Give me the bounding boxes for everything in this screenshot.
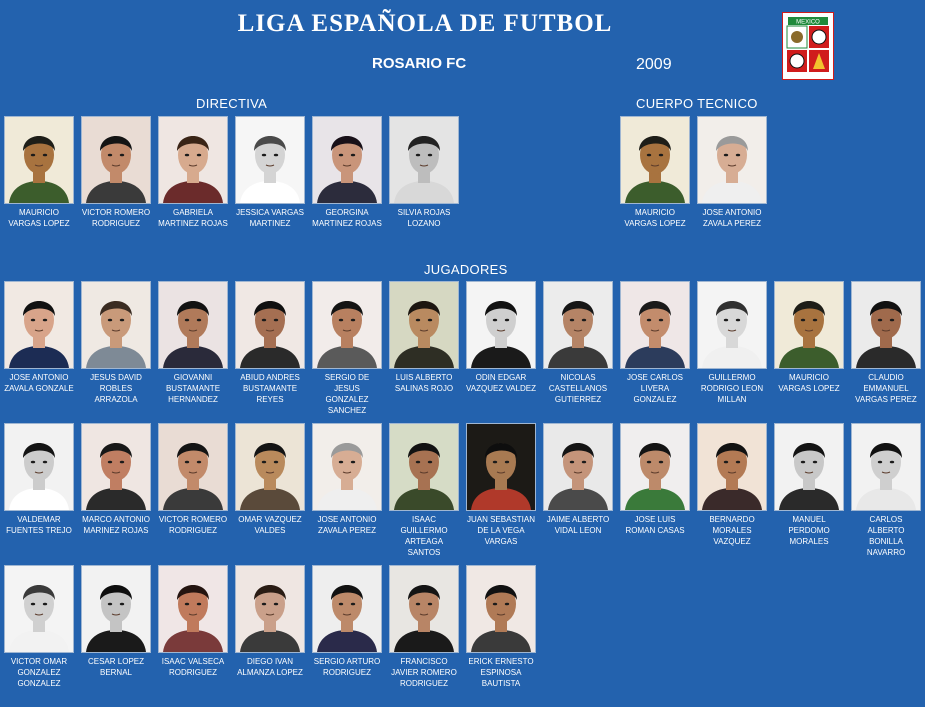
jugador-card	[620, 281, 690, 405]
portrait-photo	[81, 281, 151, 369]
portrait-photo	[158, 281, 228, 369]
person-name: NICOLAS CASTELLANOS GUTIERREZ	[548, 373, 608, 404]
person-name: GUILLERMO RODRIGO LEON MILLAN	[700, 373, 764, 404]
jugador-card	[235, 281, 305, 405]
jugador-card	[466, 565, 536, 689]
portrait-photo	[81, 423, 151, 511]
jugador-card	[851, 423, 921, 558]
person-name: VICTOR OMAR GONZALEZ GONZALEZ	[10, 657, 68, 688]
person-name: JOSE LUIS ROMAN CASAS	[625, 515, 685, 535]
directiva-card	[235, 116, 305, 229]
directiva-card	[81, 116, 151, 229]
person-name: GABRIELA MARTINEZ ROJAS	[158, 208, 228, 228]
season-year: 2009	[636, 56, 672, 73]
person-name: CESAR LOPEZ BERNAL	[87, 657, 144, 677]
portrait-photo	[466, 565, 536, 653]
portrait-photo	[312, 281, 382, 369]
person-name: JAIME ALBERTO VIDAL LEON	[546, 515, 610, 535]
person-name: GIOVANNI BUSTAMANTE HERNANDEZ	[165, 373, 221, 404]
jugador-card	[81, 423, 151, 536]
portrait-photo	[620, 116, 690, 204]
person-name: ISAAC VALSECA RODRIGUEZ	[161, 657, 225, 677]
jugador-card	[4, 565, 74, 689]
jugador-card	[312, 565, 382, 678]
jugador-card	[158, 423, 228, 536]
portrait-photo	[774, 423, 844, 511]
jugador-card	[389, 565, 459, 689]
portrait-photo	[81, 116, 151, 204]
jugador-card	[81, 565, 151, 678]
page-title: LIGA ESPAÑOLA DE FUTBOL	[237, 10, 613, 37]
portrait-photo	[235, 281, 305, 369]
person-name: CLAUDIO EMMANUEL VARGAS PEREZ	[855, 373, 917, 404]
jugador-card	[312, 281, 382, 416]
jugador-card	[389, 423, 459, 558]
person-name: ERICK ERNESTO ESPINOSA BAUTISTA	[468, 657, 534, 688]
person-name: JOSE ANTONIO ZAVALA PEREZ	[702, 208, 762, 228]
person-name: VICTOR ROMERO RODRIGUEZ	[158, 515, 228, 535]
jugador-card	[158, 281, 228, 405]
person-name: BERNARDO MORALES VAZQUEZ	[709, 515, 755, 546]
person-name: SERGIO DE JESUS GONZALEZ SANCHEZ	[324, 373, 370, 415]
jugador-card	[235, 565, 305, 678]
jugador-card	[774, 281, 844, 394]
person-name: SERGIO ARTURO RODRIGUEZ	[313, 657, 381, 677]
jugador-card	[158, 565, 228, 678]
person-name: JESUS DAVID ROBLES ARRAZOLA	[90, 373, 142, 404]
portrait-photo	[389, 116, 459, 204]
portrait-photo	[697, 281, 767, 369]
directiva-card	[158, 116, 228, 229]
portrait-photo	[312, 565, 382, 653]
portrait-photo	[4, 565, 74, 653]
portrait-photo	[851, 281, 921, 369]
cuerpo-tecnico-card	[620, 116, 690, 229]
portrait-photo	[389, 565, 459, 653]
jugador-card	[620, 423, 690, 536]
directiva-card	[389, 116, 459, 229]
directiva-card	[312, 116, 382, 229]
jugador-card	[389, 281, 459, 394]
section-directiva: DIRECTIVA	[196, 96, 268, 111]
person-name: JUAN SEBASTIAN DE LA VEGA VARGAS	[466, 515, 535, 546]
jugador-card	[312, 423, 382, 536]
portrait-photo	[774, 281, 844, 369]
section-cuerpo-tecnico: CUERPO TECNICO	[636, 96, 758, 111]
person-name: JESSICA VARGAS MARTINEZ	[236, 208, 304, 228]
person-name: JOSE ANTONIO ZAVALA PEREZ	[317, 515, 377, 535]
person-name: ISAAC GUILLERMO ARTEAGA SANTOS	[400, 515, 448, 557]
portrait-photo	[389, 281, 459, 369]
person-name: MAURICIO VARGAS LOPEZ	[624, 208, 686, 228]
person-name: ABIUD ANDRES BUSTAMANTE REYES	[240, 373, 300, 404]
person-name: SILVIA ROJAS LOZANO	[397, 208, 451, 228]
jugador-card	[851, 281, 921, 405]
team-name: ROSARIO FC	[372, 55, 467, 72]
portrait-photo	[158, 116, 228, 204]
portrait-photo	[81, 565, 151, 653]
portrait-photo	[4, 281, 74, 369]
portrait-photo	[4, 116, 74, 204]
portrait-photo	[620, 423, 690, 511]
person-name: LUIS ALBERTO SALINAS ROJO	[394, 373, 454, 393]
person-name: VALDEMAR FUENTES TREJO	[6, 515, 72, 535]
portrait-photo	[312, 423, 382, 511]
jugador-card	[697, 281, 767, 405]
portrait-photo	[158, 423, 228, 511]
directiva-card	[4, 116, 74, 229]
portrait-photo	[4, 423, 74, 511]
portrait-photo	[312, 116, 382, 204]
portrait-photo	[235, 116, 305, 204]
person-name: ODIN EDGAR VAZQUEZ VALDEZ	[466, 373, 536, 393]
portrait-photo	[466, 423, 536, 511]
portrait-photo	[235, 565, 305, 653]
person-name: JOSE CARLOS LIVERA GONZALEZ	[626, 373, 683, 404]
person-name: MARCO ANTONIO MARINEZ ROJAS	[82, 515, 150, 535]
jugador-card	[466, 281, 536, 394]
cuerpo-tecnico-card	[697, 116, 767, 229]
person-name: MAURICIO VARGAS LOPEZ	[778, 373, 840, 393]
portrait-photo	[543, 281, 613, 369]
portrait-photo	[543, 423, 613, 511]
portrait-photo	[697, 116, 767, 204]
jugador-card	[466, 423, 536, 547]
portrait-photo	[389, 423, 459, 511]
portrait-photo	[851, 423, 921, 511]
portrait-photo	[235, 423, 305, 511]
portrait-photo	[620, 281, 690, 369]
jugador-card	[81, 281, 151, 405]
person-name: DIEGO IVAN ALMANZA LOPEZ	[237, 657, 303, 677]
person-name: OMAR VAZQUEZ VALDES	[238, 515, 302, 535]
jugador-card	[235, 423, 305, 536]
jugador-card	[697, 423, 767, 547]
svg-text:MEXICO: MEXICO	[796, 19, 820, 26]
person-name: GEORGINA MARTINEZ ROJAS	[312, 208, 382, 228]
jugador-card	[543, 423, 613, 536]
portrait-photo	[466, 281, 536, 369]
jugador-card	[774, 423, 844, 547]
person-name: CARLOS ALBERTO BONILLA NAVARRO	[866, 515, 906, 557]
crest-icon	[783, 13, 833, 79]
portrait-photo	[697, 423, 767, 511]
jugador-card	[4, 423, 74, 536]
jugador-card	[4, 281, 74, 394]
person-name: FRANCISCO JAVIER ROMERO RODRIGUEZ	[391, 657, 457, 688]
person-name: MAURICIO VARGAS LOPEZ	[8, 208, 70, 228]
team-crest-logo	[782, 12, 834, 80]
person-name: VICTOR ROMERO RODRIGUEZ	[81, 208, 151, 228]
section-jugadores: JUGADORES	[424, 262, 508, 277]
person-name: JOSE ANTONIO ZAVALA GONZALE	[4, 373, 74, 393]
jugador-card	[543, 281, 613, 405]
portrait-photo	[158, 565, 228, 653]
person-name: MANUEL PERDOMO MORALES	[788, 515, 830, 546]
